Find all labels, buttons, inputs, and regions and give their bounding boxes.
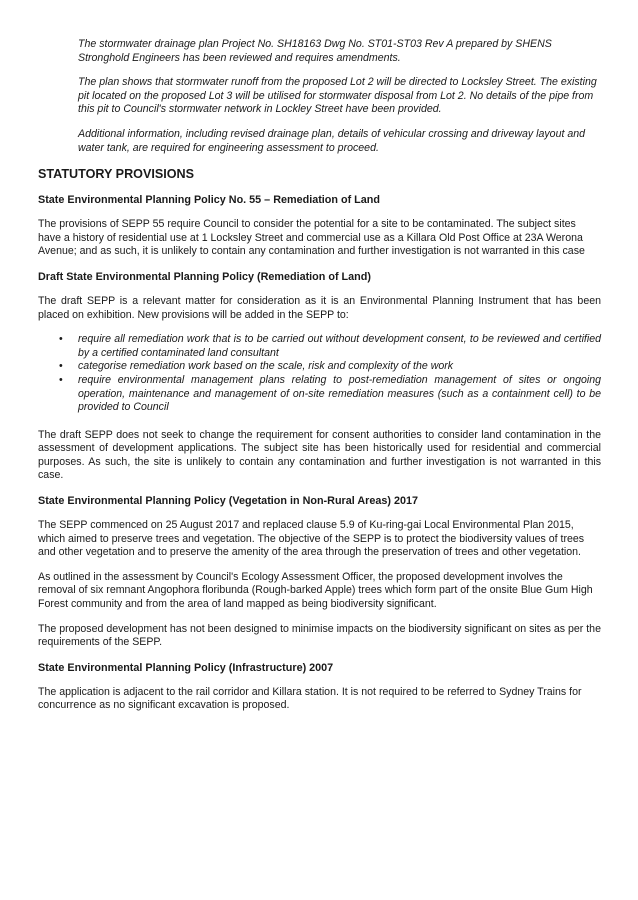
bullet-icon: • <box>59 360 63 373</box>
engineering-paragraph-2: The plan shows that stormwater runoff from the proposed Lot 2 will be directed to Locksley Street. The existing pit located on the proposed Lot 3 will be utilised for stormwater disposal from Lot 2. No details of the pipe from this pit to Council's stormwater network in Lockley Street have been provided. <box>78 76 597 116</box>
vegetation-paragraph-2: As outlined in the assessment by Council's Ecology Assessment Officer, the proposed development involves the removal of six remnant Angophora floribunda (Rough-barked Apple) trees which form part of the onsite Blue Gum High Forest community and from the area of land mapped as being biodiversity significant. <box>38 570 593 611</box>
engineering-paragraph-3: Additional information, including revised drainage plan, details of vehicular crossing and driveway layout and water tank, are required for engineering assessment to proceed. <box>78 127 586 154</box>
bullet-icon: • <box>59 373 63 386</box>
list-item-text: categorise remediation work based on the scale, risk and complexity of the work <box>78 360 454 373</box>
vegetation-paragraph-1: The SEPP commenced on 25 August 2017 and replaced clause 5.9 of Ku-ring-gai Local Environmental Plan 2015, which aimed to preserve trees and vegetation. The objective of the SEPP is to protect the biodiversity values of trees and other vegetation and to preserve the amenity of the area through the preservation of trees and other vegetation. <box>38 519 585 559</box>
list-item-text: require environmental management plans relating to post-remediation management of sites or ongoing operation, maintenance and management of on-site remediation measures (such as a containment cell) to be provided to Council <box>78 373 601 414</box>
vegetation-sepp-heading: State Environmental Planning Policy (Vegetation in Non-Rural Areas) 2017 <box>38 495 418 508</box>
infrastructure-sepp-heading: State Environmental Planning Policy (Infrastructure) 2007 <box>38 661 334 674</box>
bullet-icon: • <box>59 333 63 346</box>
list-item <box>38 374 601 415</box>
list-item <box>38 333 601 360</box>
draft-sepp-paragraph-1: The draft SEPP is a relevant matter for consideration as it is an Environmental Planning Instrument that has been placed on exhibition. New provisions will be added in the SEPP to: <box>38 294 601 321</box>
list-item-text: require all remediation work that is to be carried out without development consent, to be reviewed and certified by a certified contaminated land consultant <box>78 333 601 359</box>
draft-sepp-heading: Draft State Environmental Planning Policy (Remediation of Land) <box>38 270 371 283</box>
document-page <box>38 38 601 713</box>
draft-sepp-bullet-list <box>38 333 601 415</box>
infrastructure-paragraph: The application is adjacent to the rail corridor and Killara station. It is not required to be referred to Sydney Trains for concurrence as no significant excavation is proposed. <box>38 685 582 712</box>
draft-sepp-paragraph-2: The draft SEPP does not seek to change the requirement for consent authorities to consider land contamination in the assessment of development applications. The subject site has been historically used for residential and commercial purposes. As such, the site is unlikely to contain any contamination and further investigation is not warranted in this case. <box>38 428 601 482</box>
sepp55-paragraph: The provisions of SEPP 55 require Council to consider the potential for a site to be contaminated. The subject sites have a history of residential use at 1 Locksley Street and commercial use as a Killara Old Post Office at 23A Werona Avenue; and as such, it is unlikely to contain any contamination and further investigation is not warranted in this case <box>38 218 585 258</box>
sepp55-heading: State Environmental Planning Policy No. 55 – Remediation of Land <box>38 194 380 207</box>
statutory-provisions-heading: STATUTORY PROVISIONS <box>38 167 195 182</box>
engineering-paragraph-1: The stormwater drainage plan Project No. SH18163 Dwg No. ST01-ST03 Rev A prepared by SHENS Stronghold Engineers has been reviewed and requires amendments. <box>78 38 552 64</box>
vegetation-paragraph-3: The proposed development has not been designed to minimise impacts on the biodiversity significant on sites as per the requirements of the SEPP. <box>38 622 601 649</box>
list-item <box>38 360 601 374</box>
